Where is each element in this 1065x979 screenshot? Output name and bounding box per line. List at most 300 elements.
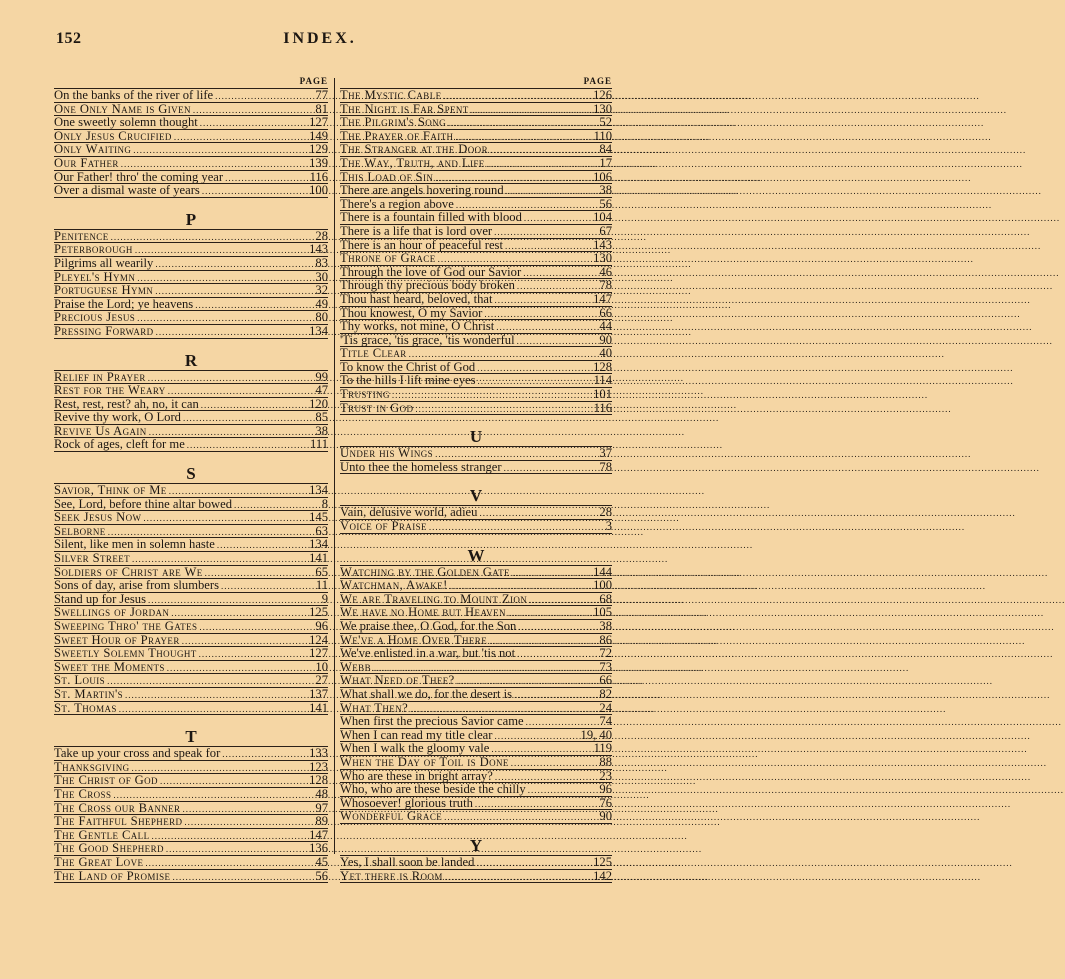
index-entry[interactable] — [54, 856, 328, 869]
index-entry[interactable] — [54, 802, 328, 815]
entry-leader-dots — [494, 729, 578, 743]
entry-page-number: 81 — [315, 101, 328, 116]
entry-page-number: 11 — [315, 578, 328, 593]
entry-leader-dots — [444, 89, 591, 103]
entry-leader-dots — [201, 398, 306, 412]
entry-leader-dots — [119, 702, 306, 716]
entry-page-number: 134 — [309, 483, 328, 498]
index-entry[interactable] — [54, 566, 328, 579]
entry-leader-dots — [494, 225, 590, 239]
entry-page-number: 66 — [599, 305, 612, 320]
index-column-right — [340, 74, 612, 883]
index-entry[interactable] — [340, 266, 612, 279]
index-entry[interactable] — [340, 506, 612, 519]
index-entry[interactable] — [340, 279, 612, 292]
entry-page-number: 56 — [599, 196, 612, 211]
index-entry[interactable] — [54, 184, 328, 197]
index-entry[interactable] — [54, 157, 328, 170]
index-entry[interactable] — [54, 620, 328, 633]
index-entry[interactable] — [54, 484, 328, 497]
entry-page-number: 67 — [599, 223, 612, 238]
entry-title: Soldiers of Christ are We — [54, 564, 203, 579]
index-entry[interactable] — [54, 788, 328, 801]
index-entry[interactable] — [54, 647, 328, 660]
index-entry[interactable] — [340, 620, 612, 633]
entry-title: There is a fountain filled with blood — [340, 210, 522, 225]
entry-leader-dots — [410, 702, 590, 716]
index-entry[interactable] — [340, 143, 612, 156]
entry-page-number: 128 — [593, 359, 612, 374]
entry-title: Thy works, not mine, O Christ — [340, 319, 495, 334]
entry-page-number: 49 — [315, 296, 328, 311]
entry-title: To the hills I lift mine eyes — [340, 373, 476, 388]
entry-page-number: 45 — [315, 854, 328, 869]
index-entry[interactable] — [340, 334, 612, 347]
index-entry[interactable] — [54, 579, 328, 592]
entry-title: Rest, rest, rest? ah, no, it can — [54, 396, 199, 411]
entry-leader-dots — [495, 770, 590, 784]
entry-page-number: 46 — [599, 264, 612, 279]
index-entry[interactable] — [54, 815, 328, 828]
entry-title: Yes, I shall soon be landed — [340, 854, 475, 869]
entry-title: The Gentle Call — [54, 827, 150, 842]
index-entry[interactable] — [54, 103, 328, 116]
index-entry[interactable] — [54, 774, 328, 787]
entry-page-number: 89 — [315, 814, 328, 829]
index-entry[interactable] — [54, 870, 328, 883]
entry-title: When I walk the gloomy vale — [340, 741, 490, 756]
entry-title: The Night is Far Spent — [340, 101, 469, 116]
entry-leader-dots — [215, 89, 306, 103]
entry-title: Selborne — [54, 523, 106, 538]
entry-page-number: 116 — [309, 169, 328, 184]
entry-leader-dots — [435, 447, 590, 461]
entry-leader-dots — [202, 184, 306, 198]
index-entry[interactable] — [340, 402, 612, 415]
index-entry[interactable] — [340, 293, 612, 306]
index-entry[interactable] — [54, 634, 328, 647]
entry-leader-dots — [514, 688, 590, 702]
entry-page-number: 125 — [309, 605, 328, 620]
entry-leader-dots — [168, 384, 306, 398]
entry-title: Stand up for Jesus — [54, 591, 146, 606]
index-entry[interactable] — [54, 747, 328, 760]
entry-leader-dots — [221, 579, 306, 593]
entry-title: Penitence — [54, 228, 109, 243]
entry-page-number: 90 — [599, 809, 612, 824]
index-entry[interactable] — [54, 829, 328, 842]
index-entry[interactable] — [54, 702, 328, 715]
entry-title: Voice of Praise — [340, 519, 427, 534]
entry-page-number: 88 — [599, 754, 612, 769]
index-entry[interactable] — [54, 674, 328, 687]
index-entry[interactable] — [54, 661, 328, 674]
entry-leader-dots — [156, 325, 306, 339]
entry-leader-dots — [511, 756, 590, 770]
entry-page-number: 104 — [593, 210, 612, 225]
entry-leader-dots — [490, 143, 590, 157]
index-entry[interactable] — [54, 89, 328, 102]
entry-title: Watching by the Golden Gate — [340, 564, 510, 579]
index-entry[interactable] — [340, 520, 612, 533]
index-entry[interactable] — [340, 307, 612, 320]
entry-page-number: 48 — [315, 786, 328, 801]
entry-page-number: 28 — [315, 228, 328, 243]
entry-leader-dots — [445, 870, 590, 884]
index-entry[interactable] — [340, 797, 612, 810]
entry-page-number: 10 — [315, 659, 328, 674]
entry-leader-dots — [111, 230, 306, 244]
index-entry[interactable] — [340, 579, 612, 592]
entry-title: Trusting — [340, 387, 390, 402]
entry-leader-dots — [505, 239, 590, 253]
entry-title: The Great Love — [54, 854, 144, 869]
entry-page-number: 100 — [309, 183, 328, 198]
entry-title: Rock of ages, cleft for me — [54, 437, 185, 452]
index-entry[interactable] — [340, 361, 612, 374]
entry-title: Peterborough — [54, 242, 133, 257]
entry-leader-dots — [108, 525, 306, 539]
index-entry[interactable] — [340, 211, 612, 224]
entry-leader-dots — [518, 620, 590, 634]
entry-page-number: 126 — [593, 88, 612, 102]
entry-title: Through thy precious body broken — [340, 278, 515, 293]
index-entry[interactable] — [54, 842, 328, 855]
entry-leader-dots — [182, 802, 306, 816]
entry-leader-dots — [455, 130, 590, 144]
entry-leader-dots — [132, 761, 307, 775]
index-entry[interactable] — [54, 298, 328, 311]
section-letter: Y — [469, 835, 483, 855]
entry-leader-dots — [137, 271, 306, 285]
entry-title: Thou knowest, O my Savior — [340, 305, 483, 320]
index-entry[interactable] — [340, 171, 612, 184]
index-entry[interactable] — [54, 688, 328, 701]
entry-leader-dots — [107, 674, 306, 688]
entry-page-number: 119 — [593, 741, 612, 756]
page-header — [56, 30, 584, 52]
index-entry[interactable] — [340, 198, 612, 211]
index-entry[interactable] — [54, 438, 328, 451]
entry-page-number: 145 — [309, 510, 328, 525]
entry-page-number: 24 — [599, 700, 612, 715]
entry-title: The Cross — [54, 786, 112, 801]
entry-leader-dots — [193, 103, 306, 117]
entry-title: What Then? — [340, 700, 409, 715]
index-entry[interactable] — [54, 371, 328, 384]
entry-title: Thou hast heard, beloved, that — [340, 291, 493, 306]
entry-page-number: 66 — [599, 673, 612, 688]
index-entry[interactable] — [54, 411, 328, 424]
index-entry[interactable] — [54, 311, 328, 324]
index-entry[interactable] — [340, 606, 612, 619]
entry-leader-dots — [148, 593, 306, 607]
index-entry[interactable] — [54, 538, 328, 551]
entry-page-number: 137 — [309, 686, 328, 701]
entry-title: We praise thee, O God, for the Son — [340, 619, 517, 633]
entry-page-number: 80 — [315, 310, 328, 325]
entry-title: Our Father — [54, 155, 119, 170]
index-entry[interactable] — [340, 783, 612, 796]
entry-title: The Way, Truth, and Life — [340, 155, 485, 170]
entry-leader-dots — [169, 484, 306, 498]
entry-title: The Stranger at the Door — [340, 142, 488, 157]
index-entry[interactable] — [340, 688, 612, 701]
index-entry[interactable] — [54, 257, 328, 270]
index-entry[interactable] — [340, 347, 612, 360]
index-entry[interactable] — [340, 634, 612, 647]
index-entry[interactable] — [340, 856, 612, 869]
entry-page-number: 83 — [315, 255, 328, 270]
index-entry[interactable] — [340, 225, 612, 238]
entry-page-number: 27 — [315, 673, 328, 688]
entry-page-number: 141 — [309, 700, 328, 715]
entry-leader-dots — [151, 829, 306, 843]
section-spacer — [340, 415, 612, 427]
entry-title: Silver Street — [54, 551, 131, 566]
index-entry[interactable] — [340, 252, 612, 265]
entry-leader-dots — [528, 783, 590, 797]
entry-title: Thanksgiving — [54, 759, 130, 774]
entry-leader-dots — [444, 810, 590, 824]
entry-page-number: 85 — [315, 410, 328, 425]
entry-leader-dots — [167, 661, 306, 675]
entry-title: St. Louis — [54, 673, 106, 688]
index-entry[interactable] — [340, 810, 612, 823]
entry-page-number: 114 — [593, 373, 612, 388]
index-entry[interactable] — [340, 661, 612, 674]
entry-leader-dots — [200, 116, 306, 130]
entry-title: The Cross our Banner — [54, 800, 181, 815]
entry-title: Who are these in bright array? — [340, 768, 493, 783]
entry-title: Seek Jesus Now — [54, 510, 142, 525]
entry-page-number: 127 — [309, 646, 328, 661]
entry-title: Swellings of Jordan — [54, 605, 170, 620]
index-entry[interactable] — [340, 702, 612, 715]
index-entry[interactable] — [340, 756, 612, 769]
entry-title: One sweetly solemn thought — [54, 115, 198, 130]
index-entry[interactable] — [340, 116, 612, 129]
index-entry[interactable] — [340, 89, 612, 102]
entry-title: Our Father! thro' the coming year — [54, 169, 224, 184]
index-entry[interactable] — [340, 674, 612, 687]
entry-page-number: 101 — [593, 387, 612, 402]
entry-page-number: 111 — [310, 437, 328, 452]
entry-leader-dots — [143, 511, 306, 525]
entry-page-number: 73 — [599, 659, 612, 674]
entry-title: There are angels hovering round — [340, 183, 504, 198]
entry-title: Watchman, Awake! — [340, 578, 448, 593]
index-entry[interactable] — [54, 130, 328, 143]
entry-page-number: 136 — [309, 841, 328, 856]
entry-page-number: 97 — [315, 800, 328, 815]
entry-title: Over a dismal waste of years — [54, 183, 200, 198]
entry-title: The Prayer of Faith — [340, 128, 454, 143]
index-entry[interactable] — [340, 447, 612, 460]
entry-leader-dots — [137, 311, 306, 325]
index-entry[interactable] — [340, 647, 612, 660]
entry-page-number: 56 — [315, 868, 328, 883]
entry-page-number: 84 — [599, 142, 612, 157]
entry-leader-dots — [171, 606, 306, 620]
entry-title: We are Traveling to Mount Zion — [340, 591, 528, 606]
entry-page-number: 38 — [599, 183, 612, 198]
entry-page-number: 142 — [593, 868, 612, 883]
entry-page-number: 134 — [309, 323, 328, 338]
index-entry[interactable] — [54, 325, 328, 338]
entry-leader-dots — [184, 815, 306, 829]
entry-page-number: 110 — [593, 128, 612, 143]
entry-leader-dots — [225, 171, 306, 185]
entry-leader-dots — [448, 116, 590, 130]
index-entry[interactable] — [340, 157, 612, 170]
index-entry[interactable] — [54, 284, 328, 297]
entry-page-number: 23 — [599, 768, 612, 783]
entry-title: Through the love of God our Savior — [340, 264, 522, 279]
entry-page-number: 143 — [309, 242, 328, 257]
entry-leader-dots — [435, 171, 590, 185]
entry-title: Sweet Hour of Prayer — [54, 632, 180, 647]
entry-page-number: 147 — [593, 291, 612, 306]
entry-page-number: 37 — [599, 446, 612, 461]
entry-page-number: 78 — [599, 459, 612, 474]
entry-leader-dots — [471, 103, 590, 117]
entry-title: There is a life that is lord over — [340, 223, 493, 238]
entry-leader-dots — [132, 552, 306, 566]
entry-page-number: 106 — [593, 169, 612, 184]
index-column-left — [54, 74, 328, 883]
entry-page-number: 149 — [309, 128, 328, 143]
entry-page-number: 123 — [309, 759, 328, 774]
entry-title: What Need of Thee? — [340, 673, 455, 688]
entry-title: Portuguese Hymn — [54, 283, 154, 298]
entry-leader-dots — [195, 298, 306, 312]
entry-page-number: 68 — [599, 591, 612, 606]
index-entry[interactable] — [340, 593, 612, 606]
index-entry[interactable] — [340, 374, 612, 387]
entry-leader-dots — [199, 647, 306, 661]
entry-leader-dots — [475, 797, 590, 811]
entry-leader-dots — [373, 661, 590, 675]
entry-leader-dots — [148, 371, 306, 385]
entry-leader-dots — [496, 320, 590, 334]
section-spacer — [54, 198, 328, 210]
index-entry[interactable] — [340, 729, 612, 742]
index-entry[interactable] — [340, 770, 612, 783]
entry-page-number: 86 — [599, 632, 612, 647]
index-entry[interactable] — [54, 511, 328, 524]
index-entry[interactable] — [340, 320, 612, 333]
entry-title: Unto thee the homeless stranger — [340, 459, 502, 474]
index-entry[interactable] — [54, 171, 328, 184]
entry-page-number: 100 — [593, 578, 612, 593]
entry-title: St. Martin's — [54, 686, 124, 701]
entry-leader-dots — [174, 130, 306, 144]
index-entry[interactable] — [340, 715, 612, 728]
entry-page-number: 38 — [599, 619, 612, 633]
index-entry[interactable] — [340, 742, 612, 755]
index-entry[interactable] — [340, 130, 612, 143]
entry-title: On the banks of the river of life — [54, 88, 214, 102]
index-entry[interactable] — [54, 143, 328, 156]
index-entry[interactable] — [54, 498, 328, 511]
index-entry[interactable] — [54, 116, 328, 129]
index-entry[interactable] — [340, 239, 612, 252]
entry-leader-dots — [135, 243, 306, 257]
index-entry[interactable] — [340, 103, 612, 116]
page-column-label: PAGE — [299, 76, 328, 86]
entry-leader-dots — [450, 579, 590, 593]
entry-title: Under his Wings — [340, 446, 434, 461]
index-entry[interactable] — [340, 566, 612, 579]
entry-leader-dots — [145, 856, 306, 870]
entry-page-number: 143 — [593, 237, 612, 252]
entry-leader-dots — [506, 184, 590, 198]
entry-leader-dots — [517, 647, 590, 661]
entry-title: Webb — [340, 659, 371, 674]
index-entry[interactable] — [340, 870, 612, 883]
entry-leader-dots — [409, 347, 590, 361]
entry-page-number: 144 — [593, 564, 612, 579]
index-entry[interactable] — [54, 552, 328, 565]
entry-title: Take up your cross and speak for — [54, 746, 221, 761]
entry-title: Only Waiting — [54, 142, 132, 157]
entry-title: There is an hour of peaceful rest — [340, 237, 503, 252]
index-entry[interactable] — [54, 230, 328, 243]
entry-title: Savior, Think of Me — [54, 483, 167, 498]
entry-leader-dots — [484, 307, 590, 321]
section-letter: W — [467, 545, 485, 565]
entry-title: Throne of Grace — [340, 251, 436, 266]
index-entry[interactable] — [54, 384, 328, 397]
index-entry[interactable] — [54, 398, 328, 411]
entry-page-number: 147 — [309, 827, 328, 842]
entry-page-number: 28 — [599, 505, 612, 520]
entry-leader-dots — [438, 252, 590, 266]
index-entry[interactable] — [54, 243, 328, 256]
entry-page-number: 8 — [321, 496, 328, 511]
entry-title: See, Lord, before thine altar bowed — [54, 496, 232, 511]
entry-leader-dots — [392, 388, 590, 402]
section-spacer — [54, 715, 328, 727]
entry-page-number: 77 — [315, 88, 328, 102]
entry-page-number: 127 — [309, 115, 328, 130]
entry-page-number: 129 — [309, 142, 328, 157]
entry-page-number: 82 — [599, 686, 612, 701]
entry-title: Whosoever! glorious truth — [340, 795, 473, 810]
section-letter: P — [185, 209, 197, 229]
entry-page-number: 139 — [309, 155, 328, 170]
entry-title: Praise the Lord; ye heavens — [54, 296, 194, 311]
index-entry[interactable] — [54, 761, 328, 774]
entry-leader-dots — [182, 634, 306, 648]
entry-page-number: 52 — [599, 115, 612, 130]
entry-title: What shall we do, for the desert is — [340, 686, 513, 701]
entry-leader-dots — [457, 674, 590, 688]
index-entry[interactable] — [54, 593, 328, 606]
entry-title: This Load of Sin — [340, 169, 434, 184]
index-entry[interactable] — [54, 425, 328, 438]
entry-title: When I can read my title clear — [340, 727, 493, 742]
entry-title: Vain, delusive world, adieu — [340, 505, 478, 520]
index-entry[interactable] — [54, 606, 328, 619]
index-entry[interactable] — [340, 184, 612, 197]
index-entry[interactable] — [340, 388, 612, 401]
index-entry[interactable] — [340, 461, 612, 474]
index-entry[interactable] — [54, 271, 328, 284]
entry-title: One Only Name is Given — [54, 101, 191, 116]
index-entry[interactable] — [54, 525, 328, 538]
